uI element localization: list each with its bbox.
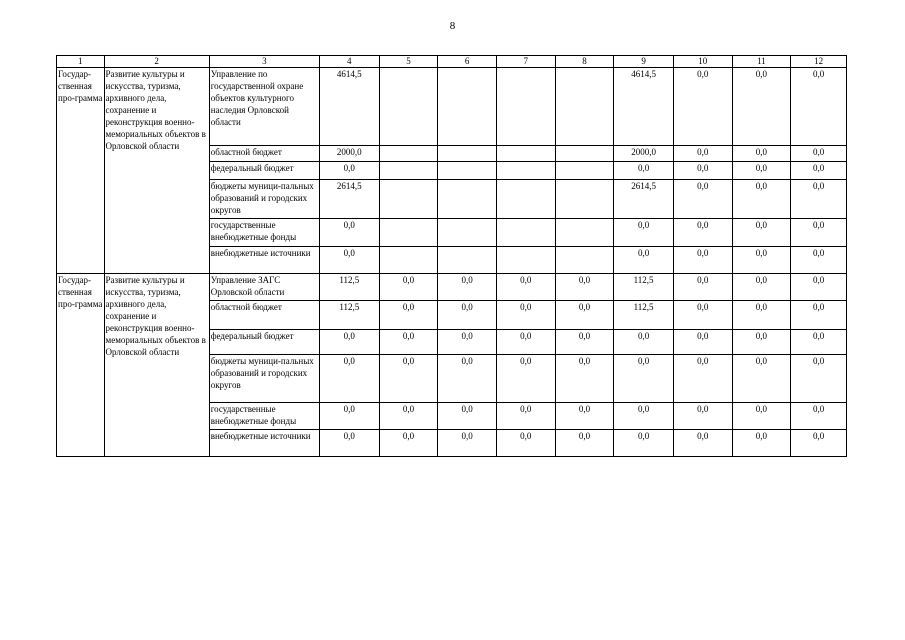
value-cell [555, 219, 614, 247]
value-cell: 0,0 [379, 355, 438, 403]
value-cell: 0,0 [732, 301, 791, 330]
column-header: 12 [791, 56, 847, 68]
value-cell: 0,0 [732, 274, 791, 301]
value-cell: 0,0 [319, 403, 379, 430]
value-cell: 0,0 [614, 355, 674, 403]
value-cell [496, 146, 555, 162]
value-cell: 0,0 [496, 330, 555, 355]
value-cell: 112,5 [319, 274, 379, 301]
value-cell: 0,0 [496, 430, 555, 457]
value-cell: 0,0 [555, 403, 614, 430]
value-cell: 0,0 [791, 403, 847, 430]
value-cell: 0,0 [614, 247, 674, 274]
value-cell: 0,0 [791, 247, 847, 274]
value-cell: 0,0 [791, 68, 847, 146]
value-cell [438, 162, 497, 180]
value-cell: 0,0 [732, 146, 791, 162]
funding-source-cell: федеральный бюджет [209, 330, 319, 355]
program-status-cell: Государ-ственная про-грамма [57, 274, 105, 457]
value-cell: 0,0 [673, 330, 732, 355]
value-cell: 0,0 [791, 146, 847, 162]
value-cell: 2000,0 [614, 146, 674, 162]
funding-source-cell: бюджеты муници-пальных образований и городских округов [209, 180, 319, 219]
value-cell: 0,0 [379, 403, 438, 430]
value-cell: 0,0 [791, 355, 847, 403]
value-cell: 0,0 [732, 247, 791, 274]
value-cell [496, 180, 555, 219]
value-cell [555, 68, 614, 146]
funding-source-cell: внебюджетные источники [209, 247, 319, 274]
value-cell: 0,0 [614, 430, 674, 457]
value-cell: 0,0 [673, 162, 732, 180]
value-cell: 0,0 [496, 274, 555, 301]
value-cell [555, 146, 614, 162]
value-cell: 0,0 [614, 219, 674, 247]
program-name-cell: Развитие культуры и искусства, туризма, архивного дела, сохранение и реконструкция военно-мемориальных объектов в Орловской области [104, 274, 209, 457]
value-cell: 0,0 [555, 274, 614, 301]
value-cell: 0,0 [379, 330, 438, 355]
value-cell: 0,0 [791, 274, 847, 301]
value-cell [496, 68, 555, 146]
value-cell: 0,0 [673, 247, 732, 274]
page-number: 8 [449, 20, 456, 32]
value-cell: 0,0 [673, 274, 732, 301]
value-cell: 0,0 [673, 68, 732, 146]
value-cell [379, 180, 438, 219]
value-cell [496, 162, 555, 180]
value-cell: 0,0 [496, 355, 555, 403]
value-cell [438, 180, 497, 219]
value-cell [379, 162, 438, 180]
value-cell: 0,0 [791, 180, 847, 219]
column-header: 2 [104, 56, 209, 68]
value-cell: 0,0 [614, 162, 674, 180]
value-cell: 0,0 [438, 403, 497, 430]
funding-source-cell: Управление по государственной охране объектов культурного наследия Орловской области [209, 68, 319, 146]
value-cell: 0,0 [319, 355, 379, 403]
value-cell: 0,0 [791, 430, 847, 457]
value-cell [379, 247, 438, 274]
value-cell [438, 219, 497, 247]
value-cell: 0,0 [319, 219, 379, 247]
value-cell: 0,0 [319, 330, 379, 355]
value-cell [496, 219, 555, 247]
value-cell: 0,0 [732, 430, 791, 457]
value-cell: 0,0 [673, 301, 732, 330]
value-cell: 0,0 [732, 68, 791, 146]
value-cell: 0,0 [319, 247, 379, 274]
value-cell: 0,0 [438, 301, 497, 330]
value-cell: 0,0 [791, 162, 847, 180]
value-cell: 0,0 [319, 430, 379, 457]
value-cell: 0,0 [319, 162, 379, 180]
value-cell: 0,0 [438, 430, 497, 457]
funding-source-cell: областной бюджет [209, 146, 319, 162]
value-cell: 4614,5 [319, 68, 379, 146]
value-cell [555, 247, 614, 274]
column-header: 10 [673, 56, 732, 68]
column-header-row [57, 56, 847, 68]
value-cell: 0,0 [555, 301, 614, 330]
value-cell: 0,0 [379, 430, 438, 457]
funding-source-cell: областной бюджет [209, 301, 319, 330]
value-cell [379, 68, 438, 146]
column-header: 11 [732, 56, 791, 68]
value-cell: 0,0 [614, 403, 674, 430]
value-cell: 0,0 [379, 301, 438, 330]
funding-source-cell: внебюджетные источники [209, 430, 319, 457]
value-cell: 0,0 [732, 330, 791, 355]
value-cell: 0,0 [791, 219, 847, 247]
value-cell: 0,0 [673, 146, 732, 162]
value-cell [438, 146, 497, 162]
value-cell: 0,0 [732, 180, 791, 219]
value-cell: 0,0 [555, 330, 614, 355]
column-header: 9 [614, 56, 674, 68]
value-cell [496, 247, 555, 274]
value-cell: 0,0 [673, 403, 732, 430]
column-header: 3 [209, 56, 319, 68]
value-cell: 0,0 [673, 355, 732, 403]
value-cell: 0,0 [673, 430, 732, 457]
value-cell: 112,5 [614, 301, 674, 330]
value-cell: 2614,5 [319, 180, 379, 219]
value-cell: 0,0 [732, 403, 791, 430]
value-cell: 0,0 [673, 180, 732, 219]
value-cell: 0,0 [496, 301, 555, 330]
funding-source-cell: бюджеты муници-пальных образований и городских округов [209, 355, 319, 403]
value-cell [438, 247, 497, 274]
value-cell: 0,0 [438, 330, 497, 355]
value-cell: 0,0 [791, 301, 847, 330]
program-name-cell: Развитие культуры и искусства, туризма, архивного дела, сохранение и реконструкция военно-мемориальных объектов в Орловской области [104, 68, 209, 274]
value-cell: 0,0 [555, 355, 614, 403]
value-cell: 2614,5 [614, 180, 674, 219]
value-cell: 2000,0 [319, 146, 379, 162]
value-cell: 0,0 [732, 219, 791, 247]
value-cell: 0,0 [791, 330, 847, 355]
value-cell: 0,0 [438, 355, 497, 403]
value-cell: 0,0 [673, 219, 732, 247]
funding-source-cell: Управление ЗАГС Орловской области [209, 274, 319, 301]
value-cell: 0,0 [732, 162, 791, 180]
column-header: 8 [555, 56, 614, 68]
value-cell: 0,0 [555, 430, 614, 457]
value-cell: 112,5 [319, 301, 379, 330]
column-header: 4 [319, 56, 379, 68]
program-status-cell: Государ-ственная про-грамма [57, 68, 105, 274]
value-cell [438, 68, 497, 146]
funding-source-cell: государственные внебюджетные фонды [209, 403, 319, 430]
table-row [57, 68, 847, 146]
value-cell [555, 162, 614, 180]
funding-source-cell: федеральный бюджет [209, 162, 319, 180]
value-cell: 0,0 [732, 355, 791, 403]
value-cell: 112,5 [614, 274, 674, 301]
value-cell: 4614,5 [614, 68, 674, 146]
value-cell [555, 180, 614, 219]
budget-table [56, 55, 847, 457]
column-header: 6 [438, 56, 497, 68]
value-cell [379, 146, 438, 162]
value-cell: 0,0 [379, 274, 438, 301]
column-header: 7 [496, 56, 555, 68]
value-cell: 0,0 [438, 274, 497, 301]
table-row [57, 274, 847, 301]
column-header: 1 [57, 56, 105, 68]
funding-source-cell: государственные внебюджетные фонды [209, 219, 319, 247]
value-cell: 0,0 [496, 403, 555, 430]
column-header: 5 [379, 56, 438, 68]
value-cell [379, 219, 438, 247]
value-cell: 0,0 [614, 330, 674, 355]
